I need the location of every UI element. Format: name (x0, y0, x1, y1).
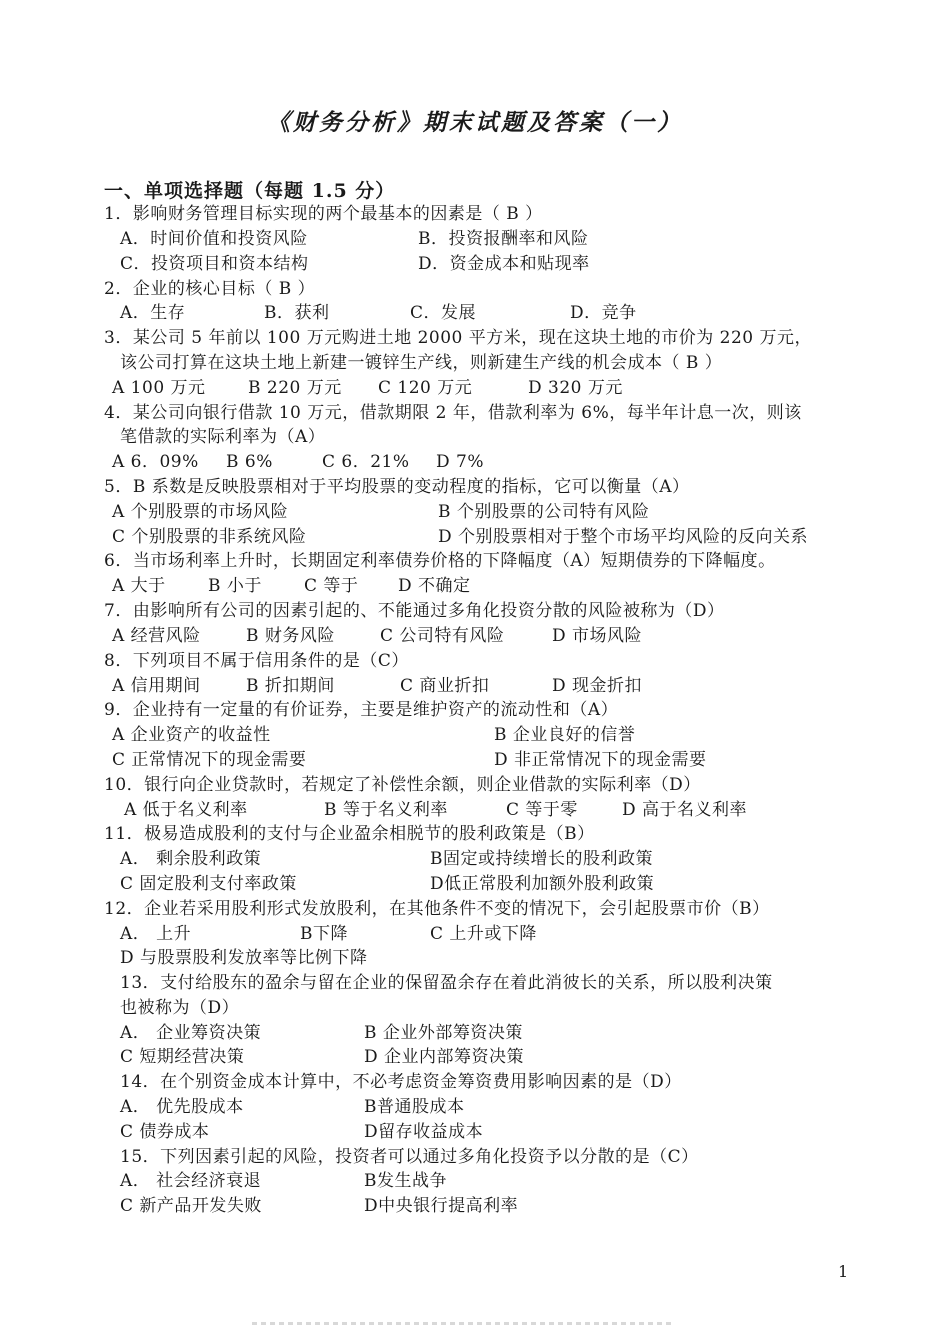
question-5-option-a: A 个别股票的市场风险 (112, 502, 289, 522)
question-7-option-c: C 公司特有风险 (380, 626, 505, 646)
question-13-option-b: B 企业外部筹资决策 (364, 1023, 523, 1043)
question-12-option-a: A． 上升 (120, 924, 192, 944)
question-13-option-a: A． 企业筹资决策 (120, 1023, 262, 1043)
question-14-option-d: D留存收益成本 (364, 1122, 484, 1142)
question-11-stem: 11．极易造成股利的支付与企业盈余相脱节的股利政策是（B） (104, 824, 595, 844)
question-1-option-d: D．资金成本和贴现率 (418, 254, 590, 274)
question-10-option-b: B 等于名义利率 (324, 800, 448, 820)
question-10-stem: 10．银行向企业贷款时，若规定了补偿性余额，则企业借款的实际利率（D） (104, 775, 701, 795)
question-12-stem: 12．企业若采用股利形式发放股利，在其他条件不变的情况下，会引起股票市价（B） (104, 899, 770, 919)
question-3-option-b: B 220 万元 (248, 378, 342, 398)
question-3-stem-line-1: 3．某公司 5 年前以 100 万元购进土地 2000 平方米，现在这块土地的市价为 220 万元， (104, 328, 813, 348)
question-2-option-a: A．生存 (120, 303, 186, 323)
question-7-option-d: D 市场风险 (552, 626, 643, 646)
question-14-option-b: B普通股成本 (364, 1097, 465, 1117)
question-4-option-a: A 6．09% (112, 452, 199, 472)
question-4-stem-line-1: 4．某公司向银行借款 10 万元，借款期限 2 年，借款利率为 6%，每半年计息一次，则该 (104, 403, 802, 423)
question-6-option-c: C 等于 (304, 576, 359, 596)
question-2-stem: 2．企业的核心目标（ B ） (104, 279, 316, 299)
question-8-option-d: D 现金折扣 (552, 676, 643, 696)
question-4-option-d: D 7% (436, 452, 485, 472)
question-3-stem-line-2: 该公司打算在这块土地上新建一镀锌生产线，则新建生产线的机会成本（ B ） (120, 353, 723, 373)
question-10-option-d: D 高于名义利率 (622, 800, 748, 820)
question-6-option-d: D 不确定 (398, 576, 471, 596)
question-9-option-b: B 企业良好的信誉 (494, 725, 636, 745)
question-7-stem: 7．由影响所有公司的因素引起的、不能通过多角化投资分散的风险被称为（D） (104, 601, 725, 621)
question-9-stem: 9．企业持有一定量的有价证券，主要是维护资产的流动性和（A） (104, 700, 619, 720)
question-2-option-b: B．获利 (264, 303, 330, 323)
question-14-option-a: A． 优先股成本 (120, 1097, 244, 1117)
question-6-stem: 6．当市场利率上升时，长期固定利率债券价格的下降幅度（A）短期债券的下降幅度。 (104, 551, 776, 571)
question-14-stem: 14．在个别资金成本计算中，不必考虑资金筹资费用影响因素的是（D） (120, 1072, 682, 1092)
question-6-option-a: A 大于 (112, 576, 166, 596)
question-1-option-a: A．时间价值和投资风险 (120, 229, 308, 249)
question-10-option-a: A 低于名义利率 (124, 800, 248, 820)
question-11-option-a: A． 剩余股利政策 (120, 849, 262, 869)
question-3-option-a: A 100 万元 (112, 378, 206, 398)
question-5-option-c: C 个别股票的非系统风险 (112, 527, 307, 547)
question-5-stem: 5．Β 系数是反映股票相对于平均股票的变动程度的指标，它可以衡量（A） (104, 477, 690, 497)
question-3-option-c: C 120 万元 (378, 378, 473, 398)
question-11-option-c: C 固定股利支付率政策 (120, 874, 297, 894)
question-3-option-d: D 320 万元 (528, 378, 623, 398)
question-12-option-b: B下降 (300, 924, 348, 944)
question-15-option-a: A． 社会经济衰退 (120, 1171, 262, 1191)
question-13-stem-line-1: 13．支付给股东的盈余与留在企业的保留盈余存在着此消彼长的关系，所以股利决策 (120, 973, 773, 993)
question-5-option-d: D 个别股票相对于整个市场平均风险的反向关系 (438, 527, 809, 547)
question-13-option-c: C 短期经营决策 (120, 1047, 245, 1067)
question-9-option-a: A 企业资产的收益性 (112, 725, 271, 745)
question-13-option-d: D 企业内部筹资决策 (364, 1047, 525, 1067)
question-15-option-d: D中央银行提高利率 (364, 1196, 519, 1216)
question-15-option-b: B发生战争 (364, 1171, 447, 1191)
question-12-option-d: D 与股票股利发放率等比例下降 (120, 948, 368, 968)
question-4-option-c: C 6．21% (322, 452, 410, 472)
question-12-option-c: C 上升或下降 (430, 924, 537, 944)
question-2-option-c: C．发展 (410, 303, 477, 323)
question-5-option-b: B 个别股票的公司特有风险 (438, 502, 650, 522)
question-1-stem: 1．影响财务管理目标实现的两个最基本的因素是（ B ） (104, 204, 543, 224)
section-heading: 一、单项选择题（每题 1.5 分） (104, 180, 396, 202)
question-7-option-b: B 财务风险 (246, 626, 335, 646)
page-number: 1 (838, 1262, 849, 1281)
question-13-stem-line-2: 也被称为（D） (120, 998, 240, 1018)
question-15-stem: 15．下列因素引起的风险，投资者可以通过多角化投资予以分散的是（C） (120, 1147, 699, 1167)
question-8-stem: 8．下列项目不属于信用条件的是（C） (104, 651, 409, 671)
footer-watermark (252, 1322, 672, 1325)
question-14-option-c: C 债券成本 (120, 1122, 210, 1142)
question-11-option-b: B固定或持续增长的股利政策 (430, 849, 653, 869)
document-title: 《财务分析》期末试题及答案（一） (267, 109, 683, 136)
question-10-option-c: C 等于零 (506, 800, 578, 820)
question-7-option-a: A 经营风险 (112, 626, 201, 646)
question-4-stem-line-2: 笔借款的实际利率为（A） (120, 427, 326, 447)
question-8-option-c: C 商业折扣 (400, 676, 490, 696)
question-9-option-c: C 正常情况下的现金需要 (112, 750, 307, 770)
question-15-option-c: C 新产品开发失败 (120, 1196, 262, 1216)
question-8-option-a: A 信用期间 (112, 676, 201, 696)
question-6-option-b: B 小于 (208, 576, 262, 596)
question-1-option-b: B．投资报酬率和风险 (418, 229, 589, 249)
question-9-option-d: D 非正常情况下的现金需要 (494, 750, 707, 770)
question-2-option-d: D．竞争 (570, 303, 637, 323)
question-11-option-d: D低正常股利加额外股利政策 (430, 874, 655, 894)
question-4-option-b: B 6% (226, 452, 273, 472)
question-8-option-b: B 折扣期间 (246, 676, 335, 696)
question-1-option-c: C．投资项目和资本结构 (120, 254, 309, 274)
